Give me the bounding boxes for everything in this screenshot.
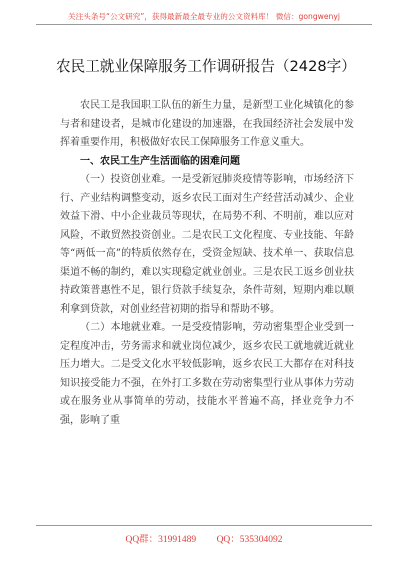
document-title: 农民工就业保障服务工作调研报告（2428字） [56, 58, 356, 75]
paragraph-local-employment: （二）本地就业难。一是受疫情影响，劳动密集型企业受到一定程度冲击，劳务需求和就业岗位减少，返乡农民工就地就近就业压力增大。二是受文化水平较低影响，返乡农民工大都存在对科技知识接受能力不强，在外打工多数在劳动密集型行业从事体力劳动或在服务业从事简单的劳动，技能水平普遍不高，择业竞争力不强，影响了重 [60, 322, 354, 426]
page-footer [40, 531, 368, 545]
footer-qq: QQ：535304092 [216, 535, 283, 545]
paragraph-investment: （一）投资创业难。一是受新冠肺炎疫情等影响，市场经济下行、产业结构调整变动，返乡农民工面对生产经营活动减少、企业效益下滑、中小企业裁员等现状，在局势不利、不明前，难以应对风险，不敢贸然投资创业。二是农民工文化程度、专业技能、年龄等“两低一高”的特质依然存在，受资金短缺、技术单一、获取信息渠道不畅的制约，难以实现稳定就业创业。三是农民工返乡创业扶持政策普惠性不足，银行贷款手续复杂，条件苛刻，短期内难以顺利拿到贷款，对创业经营初期的指导和帮助不够。 [60, 174, 354, 315]
page-header [40, 4, 368, 23]
header-divider [36, 24, 372, 25]
document-body [60, 97, 354, 430]
section-heading: 一、农民工生产生活面临的困难问题 [80, 155, 240, 167]
footer-qq-group: QQ群：31991489 [125, 535, 197, 545]
intro-paragraph: 农民工是我国职工队伍的新生力量，是新型工业化城镇化的参与者和建设者，是城市化建设的加速器，在我国经济社会发展中发挥着重要作用，积极做好农民工保障服务工作意义重大。 [60, 100, 354, 148]
header-promo-text: 关注头条号“公文研究”，获得最新最全最专业的公文资料库！ 微信：gongwenyj [68, 12, 340, 21]
footer-divider [36, 525, 372, 526]
